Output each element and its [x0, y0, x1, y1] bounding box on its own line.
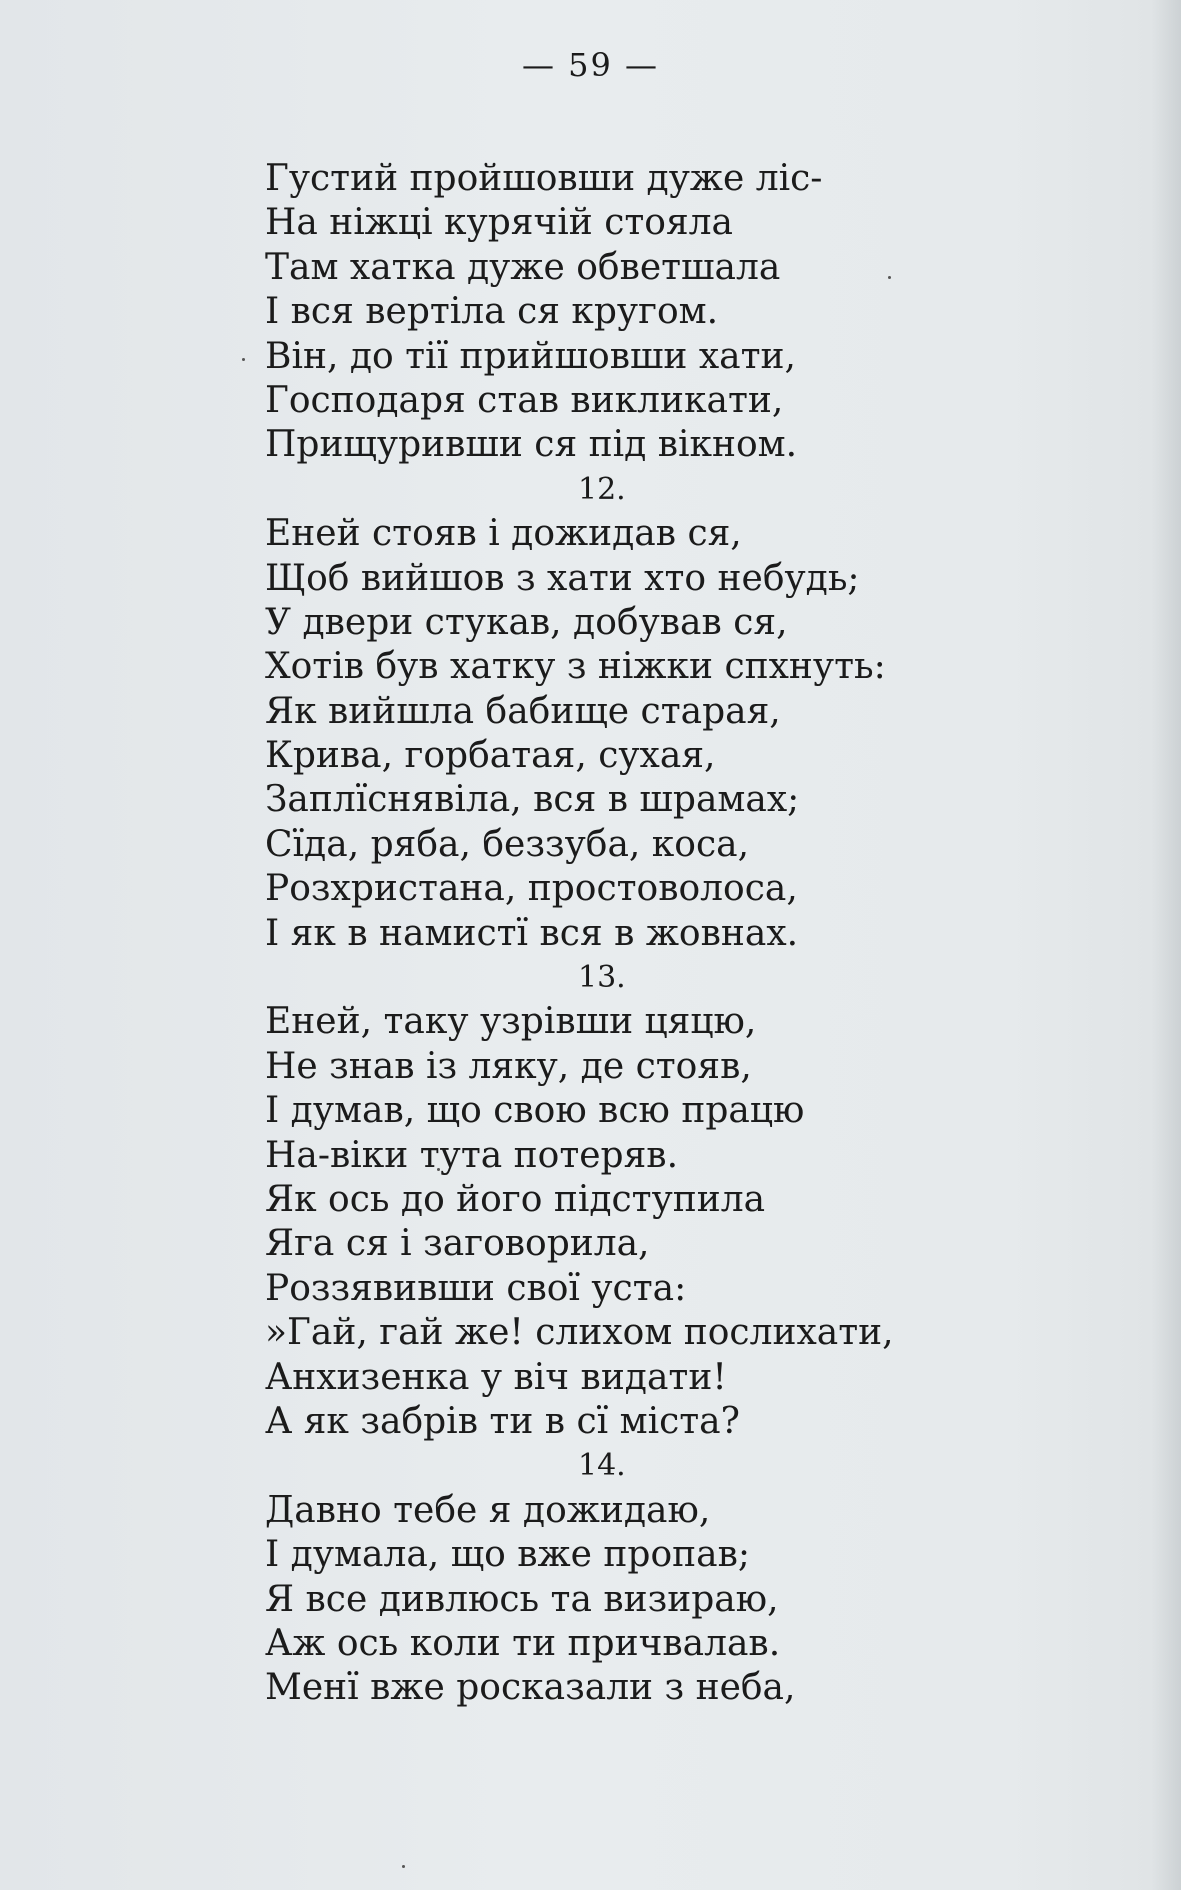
- verse-line: Щоб вийшов з хати хто небудь;: [265, 557, 860, 599]
- verse-line: Анхизенка у віч видати!: [265, 1356, 727, 1398]
- verse-line: Заплїснявіла, вся в шрамах;: [265, 779, 800, 821]
- verse-line: Як вийшла бабище старая,: [265, 690, 781, 732]
- stanza-number: 12.: [578, 471, 626, 507]
- poem-text: [265, 157, 1025, 1711]
- verse-line: Крива, горбатая, сухая,: [265, 735, 716, 777]
- verse-line: »Гай, гай же! слихом послихати,: [265, 1312, 894, 1354]
- verse-line: Як ось до його підступила: [265, 1178, 766, 1220]
- verse-line: Я все дивлюсь та визираю,: [265, 1578, 779, 1620]
- paper-speck: [242, 358, 245, 361]
- verse-line: Густий пройшовши дуже ліс-: [265, 158, 823, 199]
- verse-line: І як в намистї вся в жовнах.: [265, 912, 799, 954]
- verse-line: Сїда, ряба, беззуба, коса,: [265, 823, 750, 865]
- page-edge-shadow: [1151, 0, 1181, 1890]
- verse-line: Господаря став викликати,: [265, 379, 784, 421]
- verse-line: Там хатка дуже обветшала: [265, 246, 781, 288]
- stanza-number: 13.: [578, 960, 626, 996]
- verse-line: На ніжці курячій стояла: [265, 202, 734, 244]
- verse-line: Хотів був хатку з ніжки спхнуть:: [265, 646, 886, 688]
- verse-line: У двери стукав, добував ся,: [265, 601, 788, 643]
- verse-line: Роззявивши свої уста:: [265, 1267, 687, 1309]
- verse-line: А як забрів ти в сї міста?: [265, 1400, 740, 1442]
- verse-line: Яга ся і заговорила,: [265, 1223, 650, 1265]
- verse-line: Аж ось коли ти причвалав.: [265, 1622, 781, 1664]
- verse-line: Менї вже росказали з неба,: [265, 1667, 796, 1709]
- verse-line: Еней, таку узрівши цяцю,: [265, 1001, 757, 1043]
- verse-line: І вся вертіла ся кругом.: [265, 291, 719, 333]
- verse-line: Давно тебе я дожидаю,: [265, 1489, 711, 1531]
- verse-line: Він, до тії прийшовши хати,: [265, 335, 796, 377]
- stanza-number: 14.: [578, 1448, 626, 1484]
- verse-line: Еней стояв і дожидав ся,: [265, 513, 742, 555]
- verse-line: Не знав із ляку, де стояв,: [265, 1045, 752, 1087]
- verse-line: Розхристана, простоволоса,: [265, 868, 798, 910]
- verse-line: І думав, що свою всю працю: [265, 1090, 805, 1132]
- verse-line: На-віки тута потеряв.: [265, 1134, 679, 1176]
- page-number: — 59 —: [521, 46, 660, 84]
- verse-line: І думала, що вже пропав;: [265, 1534, 750, 1576]
- paper-speck: [402, 1865, 405, 1868]
- verse-line: Прищуривши ся під вікном.: [265, 424, 798, 466]
